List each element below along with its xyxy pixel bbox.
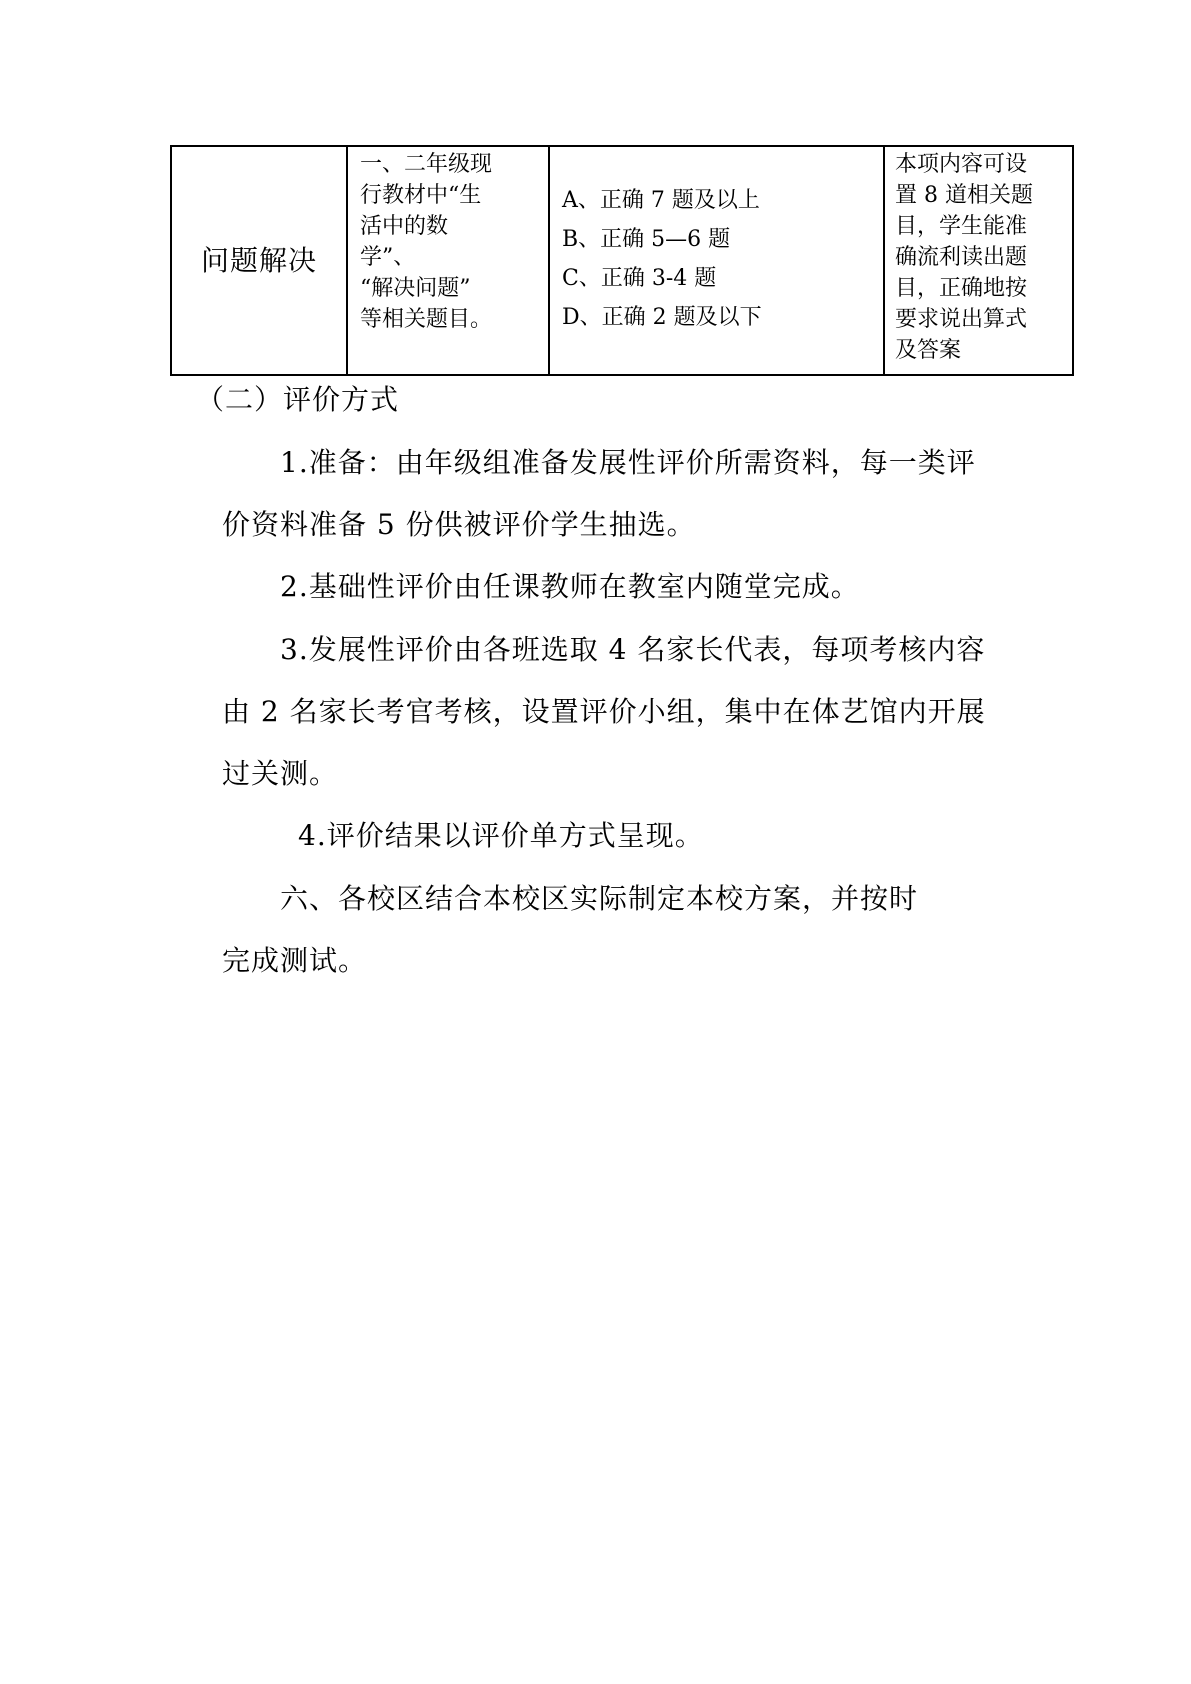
content-line: 行教材中“生 [360, 183, 482, 208]
table-row [171, 146, 1073, 375]
paragraph-1-line-2: 价资料准备 5 份供被评价学生抽选。 [222, 508, 696, 541]
paragraph-2-line-1: 2.基础性评价由任课教师在教室内随堂完成。 [280, 570, 860, 603]
paragraph-4-line-1: 4.评价结果以评价单方式呈现。 [298, 819, 704, 852]
content-line: 等相关题目。 [360, 307, 493, 332]
note-line: 本项内容可设 [895, 152, 1028, 177]
paragraph-5-line-1: 六、各校区结合本校区实际制定本校方案，并按时 [280, 882, 919, 915]
paragraph-3-line-1: 3.发展性评价由各班选取 4 名家长代表，每项考核内容 [280, 633, 986, 666]
evaluation-table [170, 145, 1074, 376]
content-cell [347, 146, 549, 375]
category-cell: 问题解决 [171, 146, 347, 375]
content-line: 活中的数 [360, 214, 449, 239]
paragraph-1-line-1: 1.准备：由年级组准备发展性评价所需资料，每一类评 [280, 446, 976, 479]
grade-c: C、正确 3-4 题 [562, 266, 717, 291]
grades-cell [549, 146, 884, 375]
note-line: 及答案 [895, 338, 962, 363]
note-line: 确流利读出题 [895, 245, 1028, 270]
grade-d: D、正确 2 题及以下 [562, 305, 762, 330]
content-line: “解决问题” [360, 276, 471, 301]
grade-b: B、正确 5—6 题 [562, 227, 731, 252]
note-line: 目，正确地按 [895, 276, 1028, 301]
paragraph-3-line-2: 由 2 名家长考官考核，设置评价小组，集中在体艺馆内开展 [222, 695, 986, 728]
content-line: 学”、 [360, 245, 416, 270]
note-line: 要求说出算式 [895, 307, 1028, 332]
section-heading: （二）评价方式 [196, 383, 400, 416]
grade-a: A、正确 7 题及以上 [562, 188, 760, 213]
paragraph-3-line-3: 过关测。 [222, 757, 339, 790]
content-line: 一、二年级现 [360, 152, 493, 177]
note-line: 目，学生能准 [895, 214, 1028, 239]
note-cell [884, 146, 1073, 375]
note-line: 置 8 道相关题 [895, 183, 1033, 208]
paragraph-5-line-2: 完成测试。 [222, 944, 368, 977]
